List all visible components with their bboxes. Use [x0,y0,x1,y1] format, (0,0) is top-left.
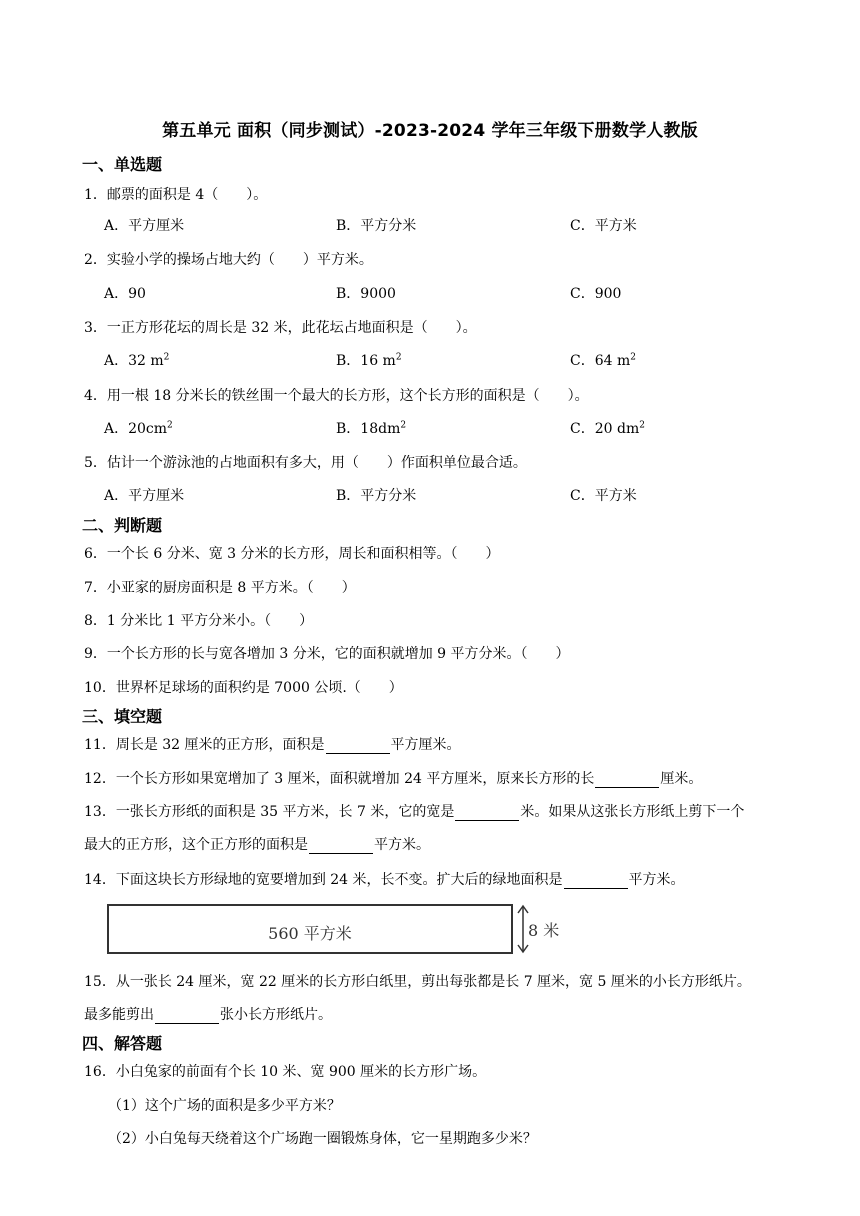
q1-option-c: C．平方米 [570,218,637,234]
q4-option-b: B．$18dm^2$ [336,420,407,437]
section-heading-fill-blank: 三、填空题 [82,707,163,726]
q5-option-a: A．平方厘米 [104,488,185,504]
question-6: 6．一个长 6 分米、宽 3 分米的长方形，周长和面积相等。（ ） [84,546,500,562]
question-10: 10．世界杯足球场的面积约是 7000 公顷.（ ） [84,680,403,696]
question-5: 5．估计一个游泳池的占地面积有多大，用（ ）作面积单位最合适。 [84,455,527,471]
question-15-line-1: 15．从一张长 24 厘米，宽 22 厘米的长方形白纸里，剪出每张都是长 7 厘米，宽 5 厘米的小长方形纸片。 [84,974,751,990]
q1-option-a: A．平方厘米 [104,218,185,234]
section-heading-word-problems: 四、解答题 [82,1034,163,1053]
q3-option-a: A．32 $m^2$ [104,352,170,369]
question-14: 14．下面这块长方形绿地的宽要增加到 24 米，长不变。扩大后的绿地面积是 平方米。 [84,872,685,888]
question-2: 2．实验小学的操场占地大约（ ）平方米。 [84,252,373,268]
answer-blank[interactable] [326,739,390,754]
q4-option-c: C．20 $dm^2$ [570,420,645,437]
question-7: 7．小亚家的厨房面积是 8 平方米。（ ） [84,580,356,596]
q2-option-a: A．90 [104,286,146,302]
q1-option-b: B．平方分米 [336,218,417,234]
green-field-rectangle-figure [107,904,513,954]
question-13-line-2: 最大的正方形，这个正方形的面积是 平方米。 [84,837,430,853]
answer-blank[interactable] [309,839,373,854]
question-16-part-1: （1）这个广场的面积是多少平方米？ [108,1098,341,1114]
answer-blank[interactable] [595,773,659,788]
question-4: 4．用一根 18 分米长的铁丝围一个最大的长方形，这个长方形的面积是（ ）。 [84,388,589,404]
q4-option-a: A．$20cm^2$ [104,420,173,437]
q3-option-c: C．64 $m^2$ [570,352,636,369]
figure-area-label: 560 平方米 [268,924,352,943]
question-1: 1．邮票的面积是 4（ ）。 [84,187,268,203]
answer-blank[interactable] [564,874,628,889]
question-16: 16．小白兔家的前面有个长 10 米、宽 900 厘米的长方形广场。 [84,1064,487,1080]
q2-option-b: B．9000 [336,286,396,302]
figure-width-label: 8 米 [528,921,560,940]
question-15-line-2: 最多能剪出 张小长方形纸片。 [84,1007,332,1023]
section-heading-true-false: 二、判断题 [82,516,163,535]
question-13-line-1: 13．一张长方形纸的面积是 35 平方米，长 7 米，它的宽是 米。如果从这张长方形纸上剪下一个 [84,804,745,820]
question-9: 9．一个长方形的长与宽各增加 3 分米，它的面积就增加 9 平方分米。（ ） [84,646,570,662]
page-title: 第五单元 面积（同步测试）-2023-2024 学年三年级下册数学人教版 [162,121,698,141]
q5-option-c: C．平方米 [570,488,637,504]
question-11: 11．周长是 32 厘米的正方形，面积是 平方厘米。 [84,737,461,753]
q3-option-b: B．16 $m^2$ [336,352,402,369]
question-12: 12．一个长方形如果宽增加了 3 厘米，面积就增加 24 平方厘米，原来长方形的长 厘米。 [84,771,703,787]
section-heading-single-choice: 一、单选题 [82,155,163,174]
answer-blank[interactable] [455,806,519,821]
q5-option-b: B．平方分米 [336,488,417,504]
question-16-part-2: （2）小白兔每天绕着这个广场跑一圈锻炼身体，它一星期跑多少米？ [108,1131,537,1147]
answer-blank[interactable] [155,1009,219,1024]
question-8: 8．1 分米比 1 平方分米小。（ ） [84,613,314,629]
question-3: 3．一正方形花坛的周长是 32 米，此花坛占地面积是（ ）。 [84,320,477,336]
q2-option-c: C．900 [570,286,622,302]
